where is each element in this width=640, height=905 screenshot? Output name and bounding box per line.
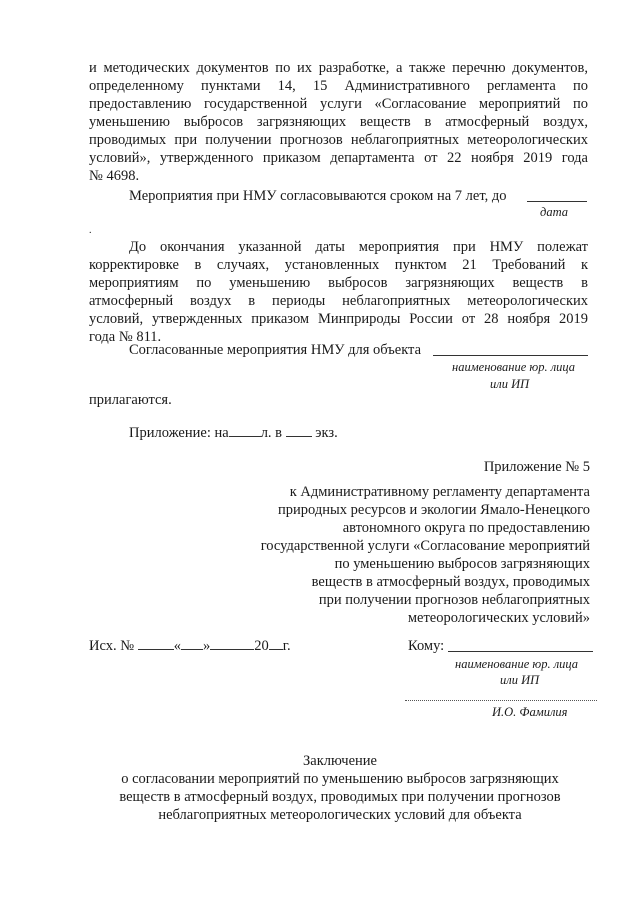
text-line: метеорологических условий» [407, 610, 590, 626]
year-suffix: г. [282, 638, 291, 654]
conclusion-title: Заключение [303, 753, 377, 769]
agreed-measures-sentence: Согласованные мероприятия НМУ для объекта [129, 342, 422, 358]
copies-blank[interactable] [286, 424, 312, 437]
text-line: корректировке в случаях, установленных пунктом 21 Требований к [89, 257, 588, 273]
day-blank[interactable] [181, 637, 203, 650]
month-blank[interactable] [210, 637, 254, 650]
paragraph-regulation-reference [89, 59, 588, 185]
text-line: атмосферный воздух в периоды неблагоприятных метеорологических [89, 293, 588, 309]
year-blank[interactable] [269, 637, 283, 650]
appendix-block [200, 483, 590, 627]
text-line: к Административному регламенту департамента [289, 484, 590, 500]
attachment-middle: л. в [260, 425, 283, 441]
text-line: мероприятиям по уменьшению выбросов загрязняющих веществ в [89, 275, 588, 291]
entity-caption: наименование юр. лица [452, 360, 576, 374]
date-caption: дата [540, 205, 569, 219]
recipient-caption: наименование юр. лица [455, 657, 579, 671]
entity-caption: или ИП [490, 377, 530, 391]
text-line: № 4698. [89, 168, 140, 184]
text-line: уменьшению выбросов загрязняющих веществ в атмосферный воздух, [89, 114, 588, 130]
quote-close: » [202, 638, 211, 654]
text-line: по уменьшению выбросов загрязняющих [334, 556, 590, 572]
entity-blank-line[interactable] [433, 355, 588, 356]
attachment-prefix: Приложение: на [129, 425, 229, 441]
outgoing-number-line [89, 637, 291, 655]
to-label: Кому: [408, 638, 445, 654]
text-line: неблагоприятных метеорологических условий для объекта [158, 807, 522, 823]
text-line: при получении прогнозов неблагоприятных [318, 592, 590, 608]
text-line: природных ресурсов и экологии Ямало-Ненецкого [278, 502, 590, 518]
text-line: условий, утвержденных приказом Минприроды России от 28 ноября 2019 [89, 311, 588, 327]
text-line: определенному пунктами 14, 15 Административного регламента по [89, 78, 588, 94]
attachment-line [129, 424, 338, 442]
recipient-blank-line[interactable] [448, 651, 593, 652]
recipient-caption: или ИП [500, 673, 540, 687]
text-line: условий», утвержденного приказом департамента от 22 ноября 2019 года [89, 150, 588, 166]
outgoing-prefix: Исх. № [89, 638, 135, 654]
date-blank-line[interactable] [527, 201, 587, 202]
signature-blank-line[interactable] [405, 700, 597, 701]
number-blank[interactable] [138, 637, 174, 650]
text-line: До окончания указанной даты мероприятия при НМУ полежат [129, 239, 588, 255]
text-line: автономного округа по предоставлению [342, 520, 590, 536]
paragraph-correction [89, 238, 588, 346]
stray-mark: . [89, 225, 92, 236]
conclusion-block [90, 770, 590, 824]
text-line: о согласовании мероприятий по уменьшению выбросов загрязняющих [121, 771, 559, 787]
attached-text: прилагаются. [89, 392, 172, 408]
quote-open: « [173, 638, 181, 654]
year-prefix: 20 [254, 638, 269, 654]
text-line: веществ в атмосферный воздух, проводимых [311, 574, 590, 590]
text-line: веществ в атмосферный воздух, проводимых при получении прогнозов [119, 789, 561, 805]
text-line: и методических документов по их разработке, а также перечню документов, [89, 60, 588, 76]
text-line: государственной услуги «Согласование мероприятий [260, 538, 590, 554]
pages-blank[interactable] [229, 424, 261, 437]
text-line: года № 811. [89, 329, 162, 345]
signature-caption: И.О. Фамилия [492, 705, 568, 719]
text-line: проводимых при получении прогнозов неблагоприятных метеорологических [89, 132, 588, 148]
attachment-suffix: экз. [315, 425, 338, 441]
term-sentence: Мероприятия при НМУ согласовываются сроком на 7 лет, до [129, 188, 507, 204]
appendix-title: Приложение № 5 [483, 459, 590, 475]
text-line: предоставлению государственной услуги «Согласование мероприятий по [89, 96, 588, 112]
